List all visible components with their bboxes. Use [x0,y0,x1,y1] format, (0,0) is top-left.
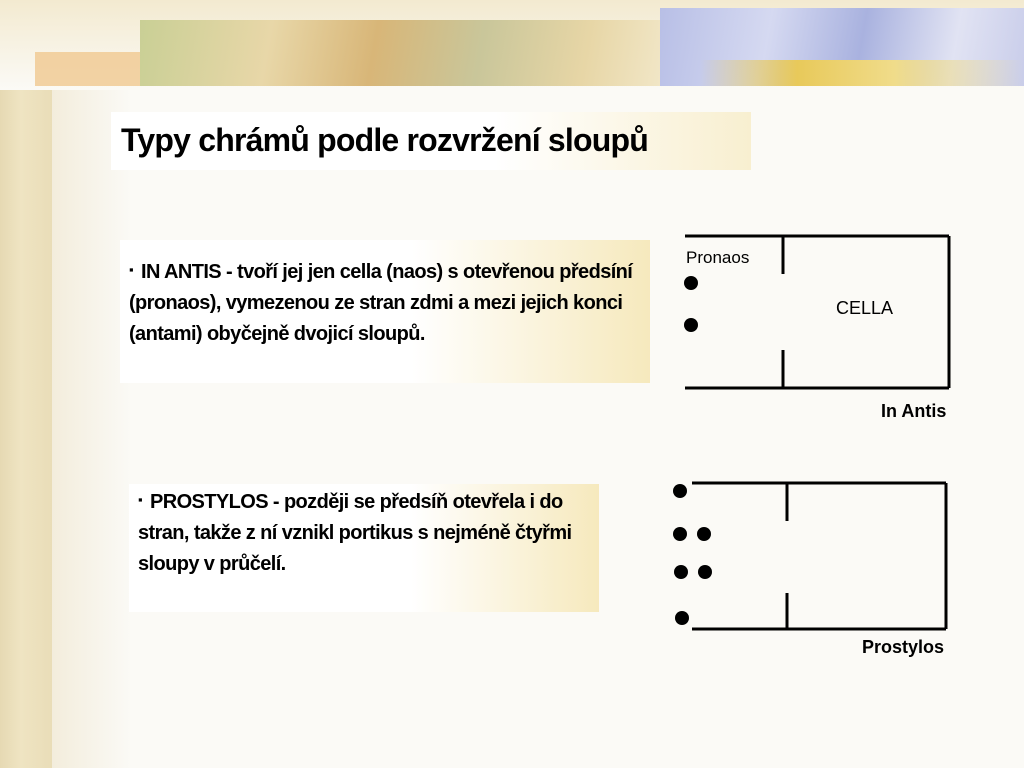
column-dot [673,484,687,498]
column-dot [697,527,711,541]
column-dot [698,565,712,579]
banner-leaves-image [140,20,660,86]
left-decorative-strip [0,0,52,768]
bullet-square-icon: ▪ [138,492,143,507]
bullet-box-in-antis [120,240,650,383]
bullet-text-in-antis: IN ANTIS - tvoří jej jen cella (naos) s otevřenou předsíní (pronaos), vymezenou ze stran zdmi a mezi jejich konci (antami) obyčejně dvojicí sloupů. [129,261,633,345]
bullet-text-prostylos: PROSTYLOS - později se předsíň otevřela i do stran, takže z ní vznikl portikus s nejméně čtyřmi sloupy v průčelí. [138,491,572,575]
bullet-box-prostylos [129,484,599,612]
pronaos-label: Pronaos [686,248,750,267]
column-dot [673,527,687,541]
in-antis-plan-diagram [670,230,960,425]
slide-title: Typy chrámů podle rozvržení sloupů [121,122,648,158]
top-decorative-banner [0,0,1024,90]
prostylos-caption: Prostylos [862,637,945,657]
bullet-square-icon: ▪ [129,262,134,277]
column-dot [684,276,698,290]
banner-grain-image [700,60,1024,86]
column-dot [675,611,689,625]
in-antis-caption: In Antis [881,401,947,421]
column-dot [674,565,688,579]
bullet-item [129,254,638,350]
title-box [111,112,751,170]
column-dot [684,318,698,332]
banner-patch [35,52,140,86]
bullet-item [138,484,587,580]
prostylos-plan-diagram [660,475,960,665]
cella-label: CELLA [836,298,894,318]
